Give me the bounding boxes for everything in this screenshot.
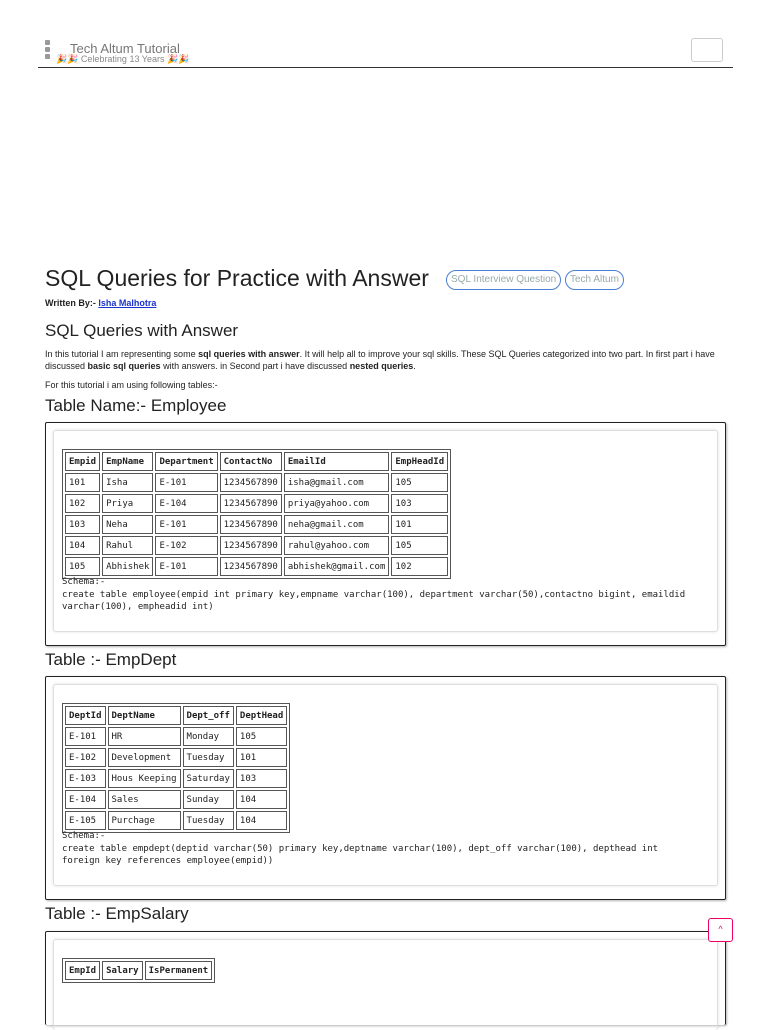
- table-row: [65, 557, 448, 576]
- table-cell: isha@gmail.com: [284, 473, 390, 492]
- column-header: IsPermanent: [145, 961, 213, 980]
- table-cell: E-105: [65, 811, 106, 830]
- menu-icon[interactable]: [45, 40, 51, 60]
- column-header: EmpHeadId: [391, 452, 448, 471]
- intro-paragraph-2: For this tutorial i am using following tables:-: [45, 380, 218, 390]
- intro-bold: basic sql queries: [87, 361, 161, 371]
- table-cell: 103: [236, 769, 287, 788]
- table-cell: 103: [65, 515, 100, 534]
- table-cell: 104: [236, 790, 287, 809]
- column-header: Dept_off: [183, 706, 234, 725]
- column-header: EmailId: [284, 452, 390, 471]
- tag-sql-interview-question[interactable]: SQL Interview Question: [446, 270, 561, 290]
- table-cell: E-101: [155, 557, 217, 576]
- intro-bold: nested queries: [349, 361, 414, 371]
- table-cell: Hous Keeping: [108, 769, 181, 788]
- table-cell: 105: [391, 536, 448, 555]
- site-header: [38, 36, 733, 68]
- employee-heading: Table Name:- Employee: [45, 396, 227, 415]
- table-row: [65, 811, 287, 830]
- table-cell: Saturday: [183, 769, 234, 788]
- table-cell: E-102: [65, 748, 106, 767]
- table-cell: 105: [391, 473, 448, 492]
- table-cell: E-104: [155, 494, 217, 513]
- table-cell: Monday: [183, 727, 234, 746]
- table-cell: 1234567890: [220, 536, 282, 555]
- table-cell: HR: [108, 727, 181, 746]
- intro-paragraph: [45, 348, 720, 372]
- table-cell: E-101: [155, 473, 217, 492]
- table-header-row: [65, 961, 212, 980]
- search-button[interactable]: [691, 38, 723, 62]
- table-cell: Tuesday: [183, 811, 234, 830]
- column-header: DeptHead: [236, 706, 287, 725]
- table-cell: rahul@yahoo.com: [284, 536, 390, 555]
- table-cell: Neha: [102, 515, 153, 534]
- table-cell: Rahul: [102, 536, 153, 555]
- table-row: [65, 790, 287, 809]
- table-cell: abhishek@gmail.com: [284, 557, 390, 576]
- table-cell: 104: [65, 536, 100, 555]
- intro-text: . It will help all to improve your sql skills. These SQL Queries categorized into two part. In first part i have discussed: [45, 349, 715, 371]
- column-header: ContactNo: [220, 452, 282, 471]
- table-cell: neha@gmail.com: [284, 515, 390, 534]
- table-cell: E-103: [65, 769, 106, 788]
- table-cell: 103: [391, 494, 448, 513]
- empdept-table-box: [45, 676, 726, 900]
- table-cell: 1234567890: [220, 494, 282, 513]
- scroll-to-top-button[interactable]: ^: [708, 918, 733, 942]
- table-cell: 102: [391, 557, 448, 576]
- table-header-row: [65, 706, 287, 725]
- table-cell: 1234567890: [220, 473, 282, 492]
- table-cell: 102: [65, 494, 100, 513]
- author-link[interactable]: Isha Malhotra: [98, 298, 157, 308]
- intro-text: .: [413, 361, 416, 371]
- table-cell: E-102: [155, 536, 217, 555]
- table-cell: Development: [108, 748, 181, 767]
- page-title: SQL Queries for Practice with Answer: [45, 265, 429, 291]
- table-cell: Purchage: [108, 811, 181, 830]
- table-cell: Abhishek: [102, 557, 153, 576]
- column-header: DeptName: [108, 706, 181, 725]
- empdept-schema: Schema:- create table empdept(deptid varchar(50) primary key,deptname varchar(100), dept_off varchar(100), depthead int foreign key references employee(empid)): [62, 831, 659, 866]
- table-row: [65, 494, 448, 513]
- site-tagline: 🎉🎉 Celebrating 13 Years 🎉🎉: [56, 54, 190, 64]
- table-cell: 101: [236, 748, 287, 767]
- empsalary-table-box: [45, 931, 726, 1025]
- empdept-heading: Table :- EmpDept: [45, 650, 177, 669]
- intro-text: In this tutorial I am representing some: [45, 349, 199, 359]
- column-header: Salary: [102, 961, 143, 980]
- section-heading: SQL Queries with Answer: [45, 321, 239, 340]
- table-cell: 105: [65, 557, 100, 576]
- table-cell: Tuesday: [183, 748, 234, 767]
- table-cell: Priya: [102, 494, 153, 513]
- table-cell: priya@yahoo.com: [284, 494, 390, 513]
- tag-tech-altum[interactable]: Tech Altum: [565, 270, 624, 290]
- author-line: [45, 298, 156, 308]
- column-header: EmpId: [65, 961, 100, 980]
- employee-table-panel: [53, 430, 718, 632]
- empdept-table-panel: [53, 684, 718, 886]
- employee-schema: Schema:- create table employee(empid int primary key,empname varchar(100), department varchar(50),contactno bigint, emaildid varchar(100), empheadid int): [62, 577, 686, 612]
- table-cell: Isha: [102, 473, 153, 492]
- table-cell: E-101: [65, 727, 106, 746]
- table-cell: 101: [391, 515, 448, 534]
- table-row: [65, 536, 448, 555]
- table-row: [65, 769, 287, 788]
- intro-bold: sql queries with answer: [198, 349, 300, 359]
- column-header: DeptId: [65, 706, 106, 725]
- intro-text: with answers. in Second part i have discussed: [160, 361, 350, 371]
- empsalary-table-panel: [53, 939, 718, 1030]
- table-row: [65, 727, 287, 746]
- table-cell: Sales: [108, 790, 181, 809]
- table-cell: 105: [236, 727, 287, 746]
- column-header: EmpName: [102, 452, 153, 471]
- empsalary-heading: Table :- EmpSalary: [45, 904, 189, 923]
- table-cell: Sunday: [183, 790, 234, 809]
- employee-table: [62, 449, 451, 579]
- table-cell: E-101: [155, 515, 217, 534]
- table-cell: 101: [65, 473, 100, 492]
- table-cell: 1234567890: [220, 557, 282, 576]
- table-cell: E-104: [65, 790, 106, 809]
- column-header: Empid: [65, 452, 100, 471]
- author-label: Written By:-: [45, 298, 96, 308]
- column-header: Department: [155, 452, 217, 471]
- table-cell: 1234567890: [220, 515, 282, 534]
- table-header-row: [65, 452, 448, 471]
- table-row: [65, 748, 287, 767]
- empsalary-table: [62, 958, 215, 983]
- site-title[interactable]: Tech Altum Tutorial: [70, 41, 180, 56]
- employee-table-box: [45, 422, 726, 646]
- table-row: [65, 515, 448, 534]
- table-cell: 104: [236, 811, 287, 830]
- table-row: [65, 473, 448, 492]
- empdept-table: [62, 703, 290, 833]
